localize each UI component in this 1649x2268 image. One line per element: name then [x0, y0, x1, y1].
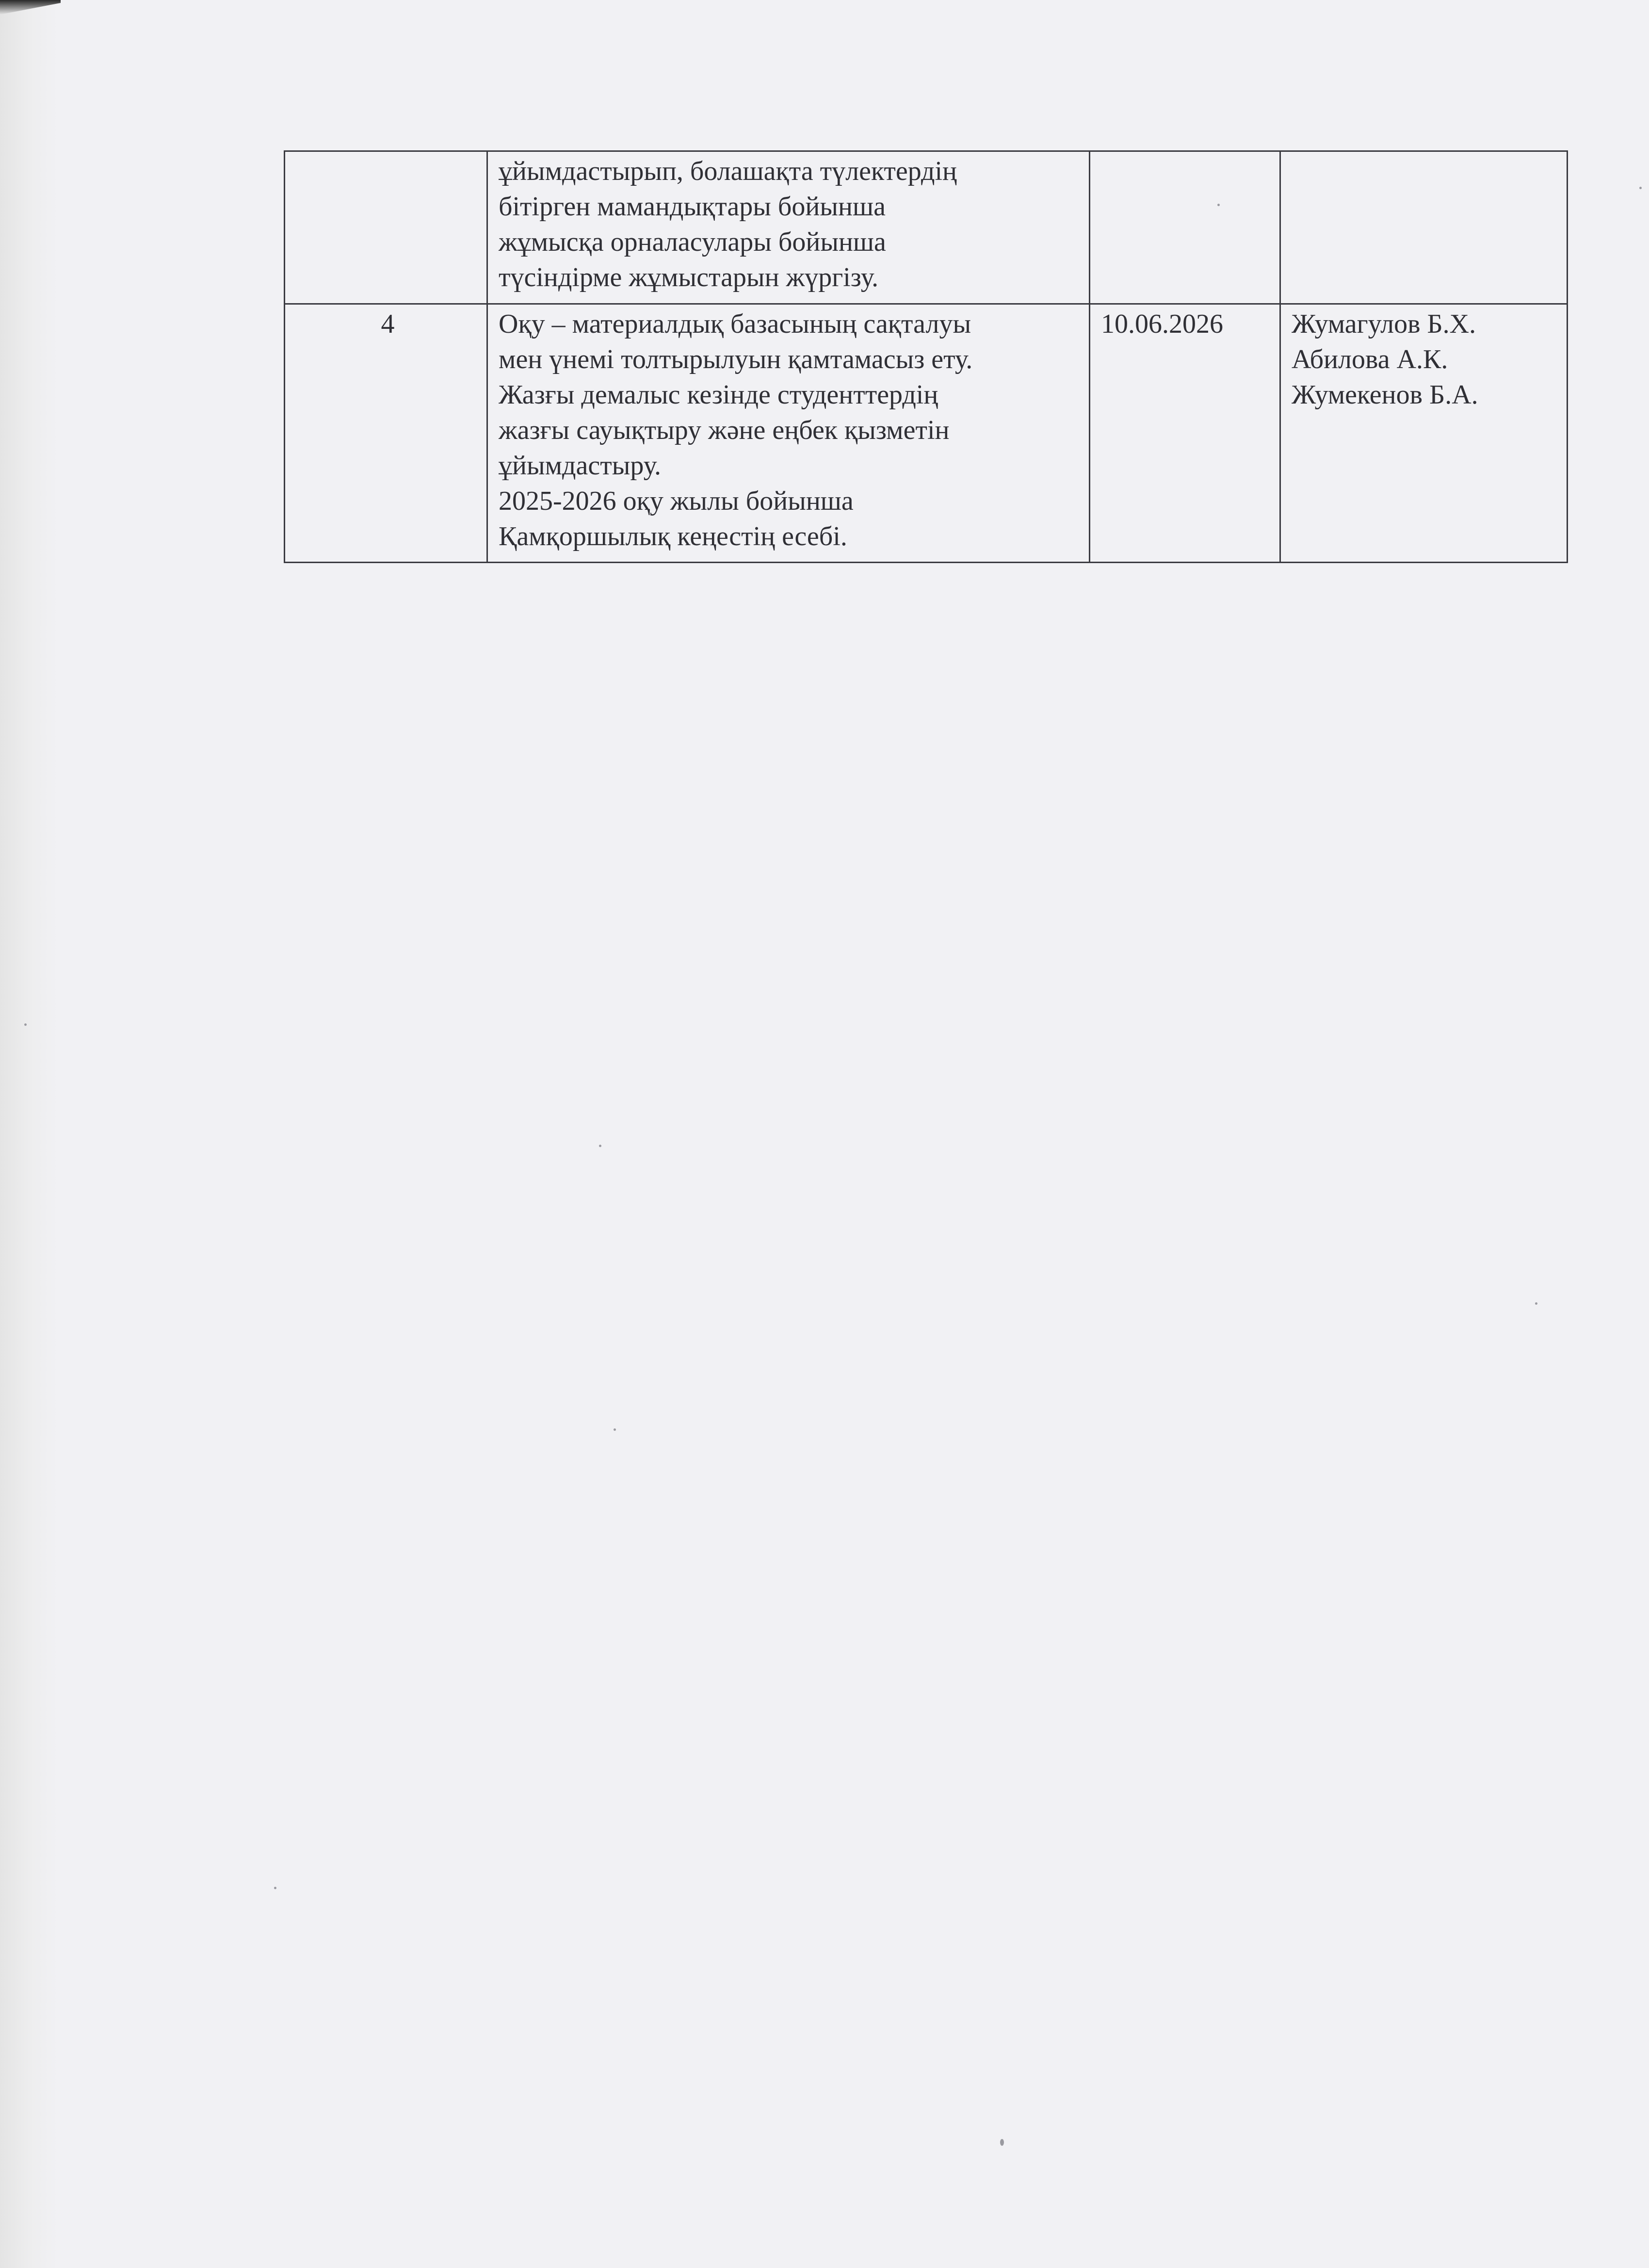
task-line: Жазғы демалыс кезінде студенттердің — [499, 380, 938, 410]
task-line: жұмысқа орналасулары бойынша — [499, 227, 886, 257]
plan-table — [284, 150, 1568, 563]
deadline-date: 10.06.2026 — [1101, 309, 1223, 339]
table-row — [285, 151, 1568, 304]
responsible-person: Жумекенов Б.А. — [1292, 380, 1478, 410]
table-row — [285, 304, 1568, 563]
scan-speck — [274, 1887, 276, 1889]
scan-speck — [24, 1023, 27, 1026]
task-line: ұйымдастыру. — [499, 451, 661, 481]
scan-speck — [1535, 1302, 1537, 1305]
responsible-person: Абилова А.К. — [1292, 344, 1448, 374]
date-cell — [1090, 304, 1280, 563]
task-line: жазғы сауықтыру және еңбек қызметін — [499, 415, 950, 445]
task-cell — [487, 304, 1090, 563]
date-cell — [1090, 151, 1280, 304]
task-line: 2025-2026 оқу жылы бойынша — [499, 486, 854, 516]
task-line: Оқу – материалдық базасының сақталуы — [499, 309, 971, 339]
scan-speck — [1217, 204, 1220, 206]
row-number-cell — [285, 304, 487, 563]
task-line: Қамқоршылық кеңестің есебі. — [499, 521, 847, 551]
task-line: түсіндірме жұмыстарын жүргізу. — [499, 262, 879, 292]
responsible-person: Жумагулов Б.Х. — [1292, 309, 1476, 339]
task-line: бітірген мамандықтары бойынша — [499, 192, 886, 222]
task-line: мен үнемі толтырылуын қамтамасыз ету. — [499, 344, 973, 374]
scan-speck — [599, 1145, 601, 1147]
responsible-cell — [1280, 304, 1568, 563]
scan-speck — [1639, 187, 1642, 189]
row-number-cell — [285, 151, 487, 304]
task-line: ұйымдастырып, болашақта түлектердің — [499, 156, 957, 186]
row-number: 4 — [381, 309, 395, 339]
task-cell — [487, 151, 1090, 304]
scan-speck — [1000, 2139, 1004, 2146]
responsible-cell — [1280, 151, 1568, 304]
scan-speck — [614, 1428, 616, 1431]
